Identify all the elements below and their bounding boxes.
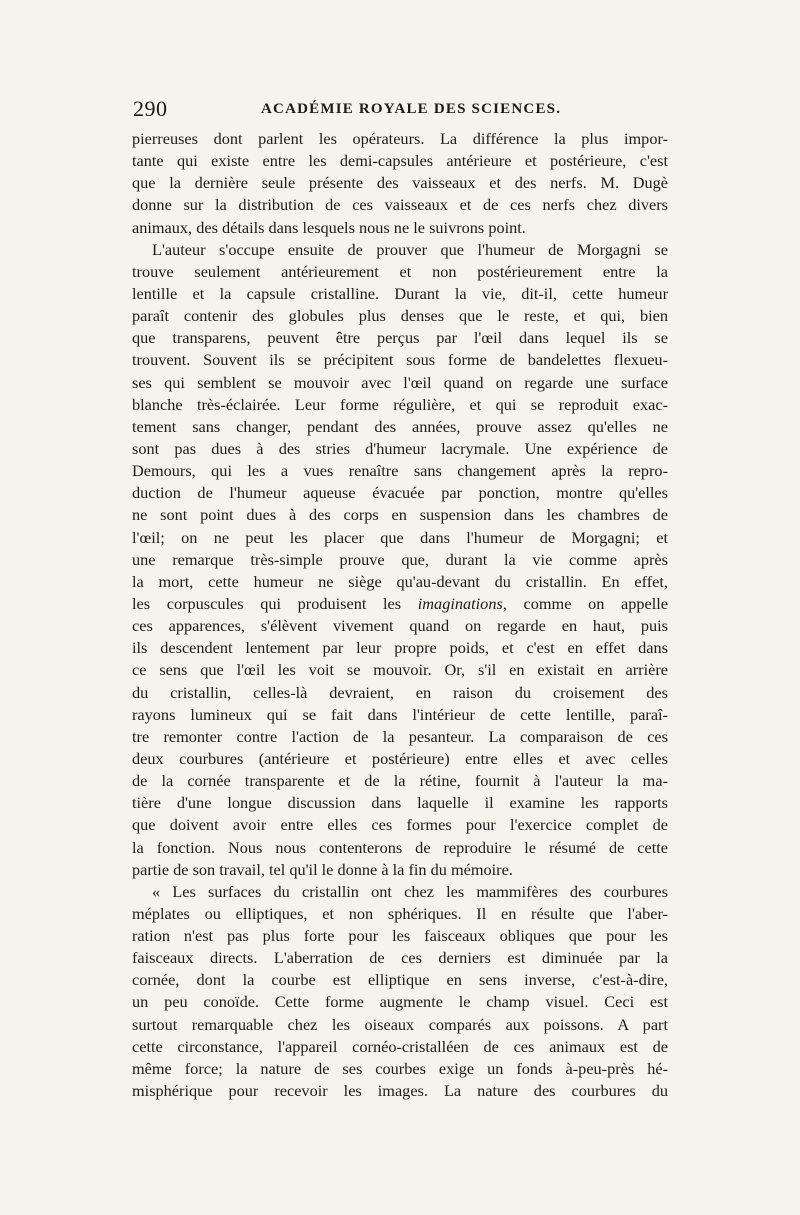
text-line: rayons lumineux qui se fait dans l'intérieur de cette lentille, paraî- [132,704,668,724]
text-line: deux courbures (antérieure et postérieure) entre elles et avec celles [132,748,668,768]
text-line: une remarque très-simple prouve que, durant la vie comme après [132,549,668,569]
text-line: sont pas dues à des stries d'humeur lacrymale. Une expérience de [132,438,668,458]
page-number: 290 [133,96,168,121]
text-line: la mort, cette humeur ne siège qu'au-devant du cristallin. En effet, [132,571,668,591]
text-line: ces apparences, s'élèvent vivement quand on regarde en haut, puis [132,616,668,636]
text-line: la fonction. Nous nous contenterons de reproduire le résumé de cette [132,837,668,857]
text-line: cette circonstance, l'appareil cornéo-cristalléen de ces animaux est de [132,1036,668,1056]
text-line: tante qui existe entre les demi-capsules antérieure et postérieure, c'est [132,151,668,171]
text-line: ce sens que l'œil les voit se mouvoir. Or, s'il en existait en arrière [132,660,668,680]
text-line: que doivent avoir entre elles ces formes pour l'exercice complet de [132,815,668,835]
text-line: ration n'est pas plus forte pour les faisceaux obliques que pour les [132,926,668,946]
text-line: tière d'une longue discussion dans laquelle il examine les rapports [132,793,668,813]
text-line: ne sont point dues à des corps en suspension dans les chambres de [132,505,668,525]
text-line: pierreuses dont parlent les opérateurs. La différence la plus impor- [132,129,668,148]
text-line: de la cornée transparente et de la rétine, fournit à l'auteur la ma- [132,771,668,791]
text-line: surtout remarquable chez les oiseaux comparés aux poissons. A part [132,1014,668,1034]
running-title: ACADÉMIE ROYALE DES SCIENCES. [261,101,562,117]
text-line: méplates ou elliptiques, et non sphériques. Il en résulte que l'aber- [132,903,668,923]
text-line: ses qui semblent se mouvoir avec l'œil quand on regarde une surface [132,372,668,392]
text-line: lentille et la capsule cristalline. Durant la vie, dit-il, cette humeur [132,283,668,303]
text-line: faisceaux directs. L'aberration de ces derniers est diminuée par la [132,948,668,968]
text-line: cornée, dont la courbe est elliptique en sens inverse, c'est-à-dire, [132,970,668,990]
text-line: blanche très-éclairée. Leur forme régulière, et qui se reproduit exac- [132,394,668,414]
text-line: ils descendent lentement par leur propre poids, et c'est en effet dans [132,638,668,658]
text-line: tre remonter contre l'action de la pesanteur. La comparaison de ces [132,726,668,746]
text-line: tement sans changer, pendant des années, prouve assez qu'elles ne [132,416,668,436]
text-line: donne sur la distribution de ces vaisseaux et de ces nerfs chez divers [132,195,668,215]
text-line: animaux, des détails dans lesquels nous ne le suivrons point. [132,217,526,237]
text-line: « Les surfaces du cristallin ont chez les mammifères des courbures [152,881,668,901]
text-line: que transparens, peuvent être perçus par l'œil dans lequel ils se [132,328,668,348]
text-line: que la dernière seule présente des vaisseaux et des nerfs. M. Dugè [132,173,668,193]
text-line: L'auteur s'occupe ensuite de prouver que l'humeur de Morgagni se [152,239,668,259]
italic-word: imaginations [417,593,503,613]
text-line: les corpuscules qui produisent les imaginations, comme on appelle [132,593,669,613]
text-line: un peu conoïde. Cette forme augmente le champ visuel. Ceci est [132,992,668,1012]
text-line: même force; la nature de ses courbes exige un fonds à-peu-près hé- [132,1058,668,1078]
text-line: duction de l'humeur aqueuse évacuée par ponction, montre qu'elles [132,483,668,503]
text-line: Demours, qui les a vues renaître sans changement après la repro- [132,461,668,481]
text-line: partie de son travail, tel qu'il le donne à la fin du mémoire. [132,859,513,879]
text-line: l'œil; on ne peut les placer que dans l'humeur de Morgagni; et [132,527,668,547]
text-line: du cristallin, celles-là devraient, en raison du croisement des [132,682,668,702]
text-line: paraît contenir des globules plus denses que le reste, et qui, bien [132,306,668,326]
text-line: misphérique pour recevoir les images. La nature des courbures du [132,1081,668,1101]
text-line: trouve seulement antérieurement et non postérieurement entre la [132,261,668,281]
body-text [132,128,668,1102]
text-line: trouvent. Souvent ils se précipitent sous forme de bandelettes flexueu- [132,350,668,370]
page-header [133,96,673,122]
